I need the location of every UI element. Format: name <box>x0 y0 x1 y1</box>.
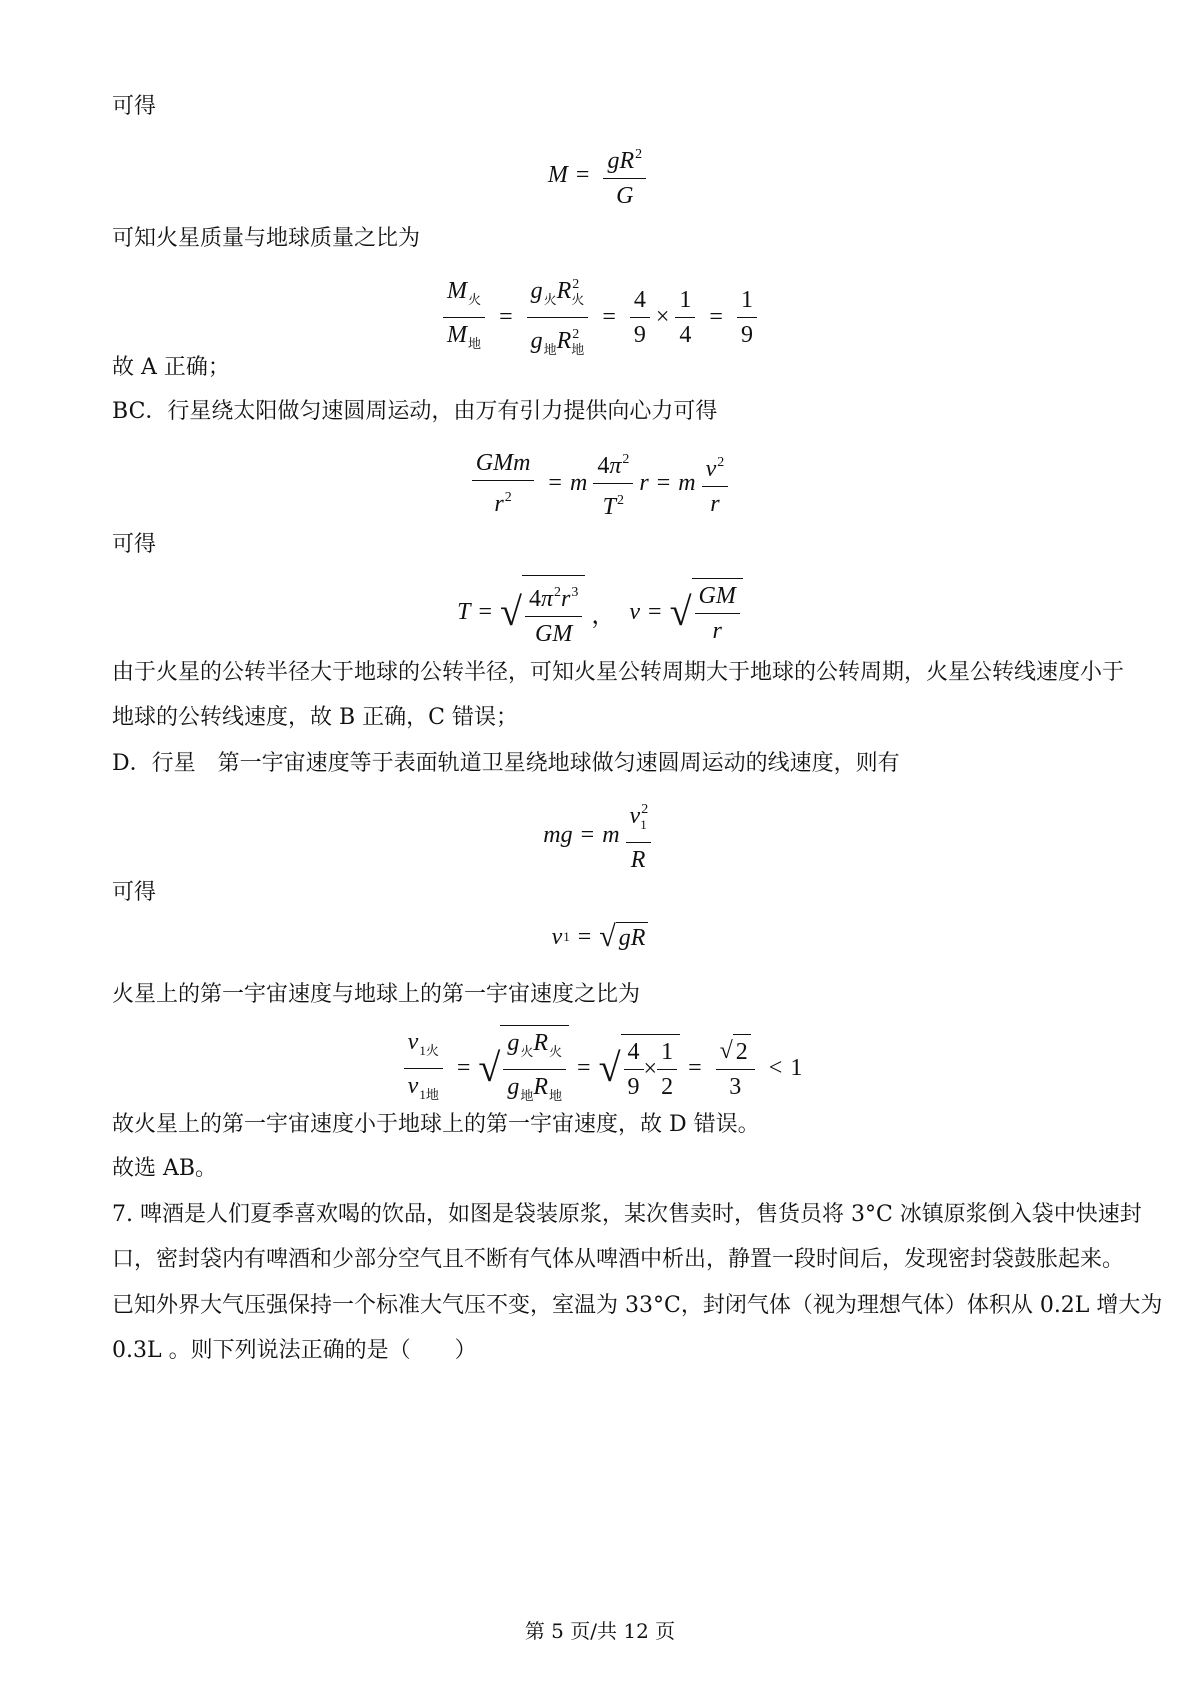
text-line: 可得 <box>112 94 157 119</box>
text-line: 可得 <box>112 532 157 557</box>
equation-first-cosmic-velocity: mg = m $\frac{v^2_1}{R}$ <box>0 795 1200 875</box>
text-line: D．行星 第一宇宙速度等于表面轨道卫星绕地球做匀速圆周运动的线速度，则有 <box>112 751 900 776</box>
question-7-line: 0.3L 。则下列说法正确的是（ ） <box>112 1338 477 1363</box>
text-line: 火星上的第一宇宙速度与地球上的第一宇宙速度之比为 <box>112 982 641 1007</box>
text-line: 可知火星质量与地球质量之比为 <box>112 226 421 251</box>
text-line: 故选 AB。 <box>112 1156 218 1181</box>
equation-period-velocity: T = √ $\frac{4\pi^2r^3}{GM}$ ， v = √ $\frac{GM}{r}$ <box>0 575 1200 649</box>
question-7-line: 口，密封袋内有啤酒和少部分空气且不断有气体从啤酒中析出，静置一段时间后，发现密封袋鼓胀起来。 <box>112 1247 1125 1272</box>
text-line: 可得 <box>112 880 157 905</box>
equation-v1-ratio: $\frac{v_{1火}}{v_{1地}}$ = √ $\frac{g_火R_火}{g_地R_地}$ = √ $\frac{4}{9}$ × $\frac{1}{2}$ = √ 2 3 < 1 <box>0 1025 1200 1111</box>
page-number: 第 5 页/共 12 页 <box>524 1619 676 1643</box>
text-line: 由于火星的公转半径大于地球的公转半径，可知火星公转周期大于地球的公转周期，火星公转线速度小于 <box>112 660 1125 685</box>
equation-mass: M = $\frac{gR^2}{G}$ <box>0 140 1200 211</box>
equation-v1: v 1 = √ gR <box>0 922 1200 952</box>
question-7-line: 7. 啤酒是人们夏季喜欢喝的饮品，如图是袋装原浆，某次售卖时，售货员将 3°C 冰镇原浆倒入袋中快速封 <box>112 1202 1142 1227</box>
text-line: 故火星上的第一宇宙速度小于地球上的第一宇宙速度，故 D 错误。 <box>112 1112 760 1137</box>
text-line: 地球的公转线速度，故 B 正确，C 错误； <box>112 705 518 730</box>
text-line: 故 A 正确； <box>112 355 230 380</box>
equation-mass-ratio: $\frac{M_火}{M_地}$ = $\frac{g_火R^2_火}{g_地R^2_地}$ = $\frac{4}{9}$ × $\frac{1}{4}$ = $\frac{1}{9}$ <box>0 270 1200 365</box>
equation-gravitation: $\frac{\text{GMm}}{r^2}$ = m $\frac{4\pi^2}{T^2}$ r = m $\frac{v^2}{r}$ <box>0 445 1200 522</box>
text-line: BC．行星绕太阳做匀速圆周运动，由万有引力提供向心力可得 <box>112 399 718 424</box>
question-7-line: 已知外界大气压强保持一个标准大气压不变，室温为 33°C，封闭气体（视为理想气体）体积从 0.2L 增大为 <box>112 1293 1163 1318</box>
